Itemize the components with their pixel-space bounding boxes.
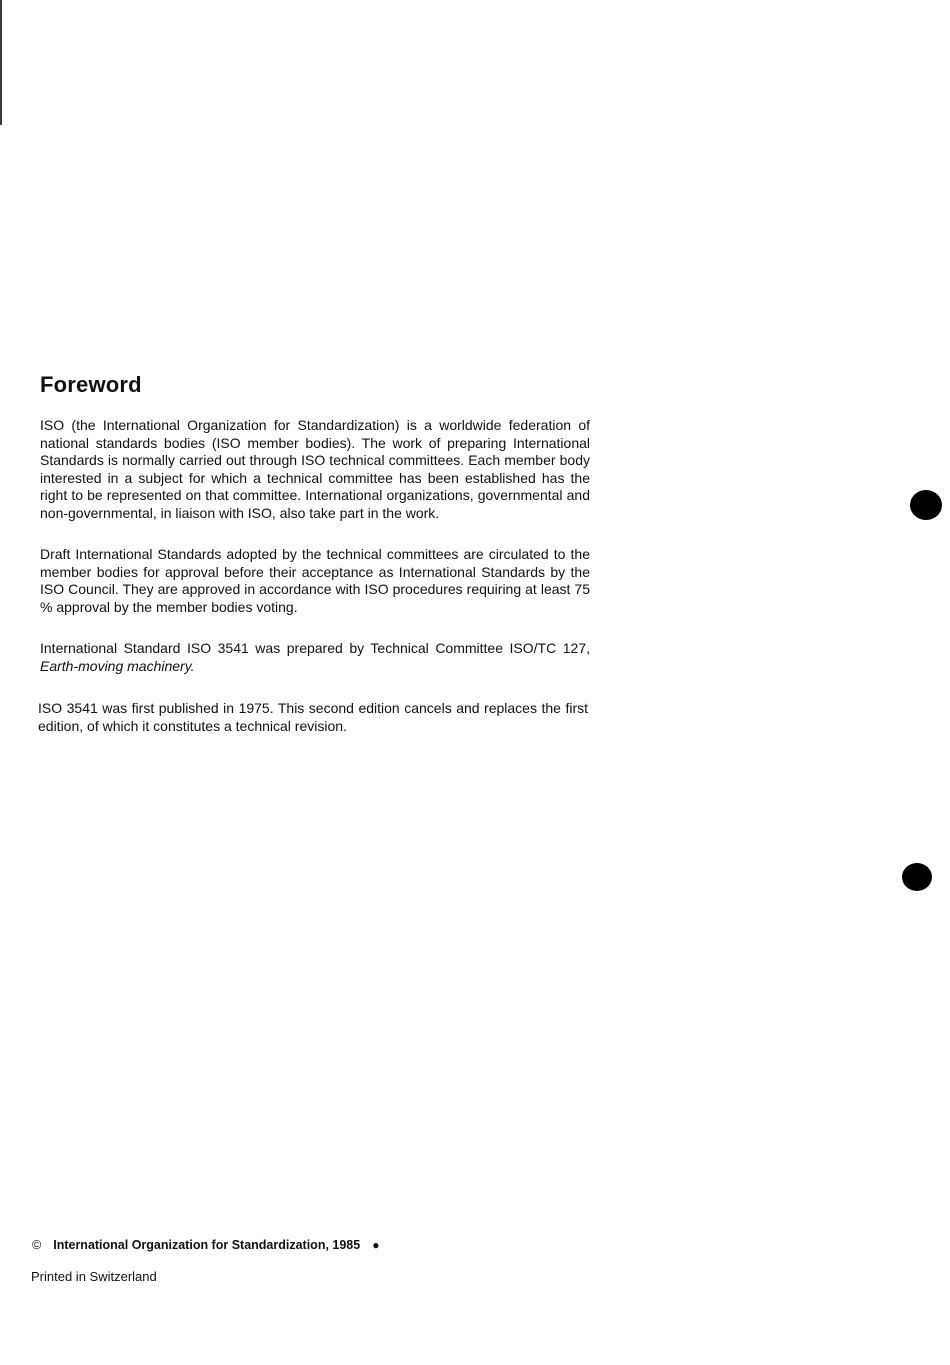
copyright-symbol: © <box>32 1238 42 1252</box>
punch-hole-mark <box>910 490 942 520</box>
copyright-line <box>32 1238 379 1252</box>
prepared-by-paragraph <box>40 640 590 675</box>
prepared-by-text: International Standard ISO 3541 was prepared by Technical Committee ISO/TC 127, <box>40 640 590 656</box>
foreword-paragraph-1: ISO (the International Organization for Standardization) is a worldwide federation of national standards bodies (ISO member bodies). The work of preparing International Standards is normally carried out through ISO technical committees. Each member body interested in a subject for which a technical committee has been established has the right to be represented on that committee. International organizations, governmental and non-governmental, in liaison with ISO, also take part in the work. <box>40 417 590 521</box>
copyright-holder: International Organization for Standardization, 1985 <box>53 1238 361 1252</box>
committee-name: Earth-moving machinery. <box>40 657 195 674</box>
bullet-icon: ● <box>372 1238 380 1252</box>
punch-hole-mark <box>902 863 932 891</box>
foreword-heading: Foreword <box>40 372 142 397</box>
page-edge-line <box>0 0 2 125</box>
printed-in-text: Printed in Switzerland <box>31 1269 157 1284</box>
foreword-paragraph-2: Draft International Standards adopted by the technical committees are circulated to the member bodies for approval before their acceptance as International Standards by the ISO Council. They are approved in accordance with ISO procedures requiring at least 75 % approval by the member bodies voting. <box>40 546 590 615</box>
edition-note-paragraph: ISO 3541 was first published in 1975. This second edition cancels and replaces the first edition, of which it constitutes a technical revision. <box>38 700 588 734</box>
